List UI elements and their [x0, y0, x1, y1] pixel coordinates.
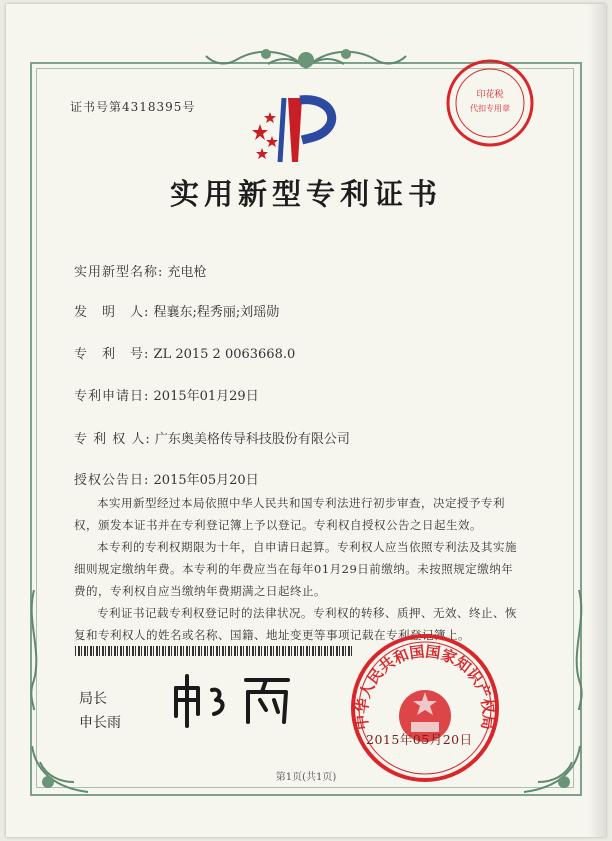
issue-date: 2015年05月20日: [366, 732, 473, 747]
field-value: 2015年05月20日: [153, 473, 259, 488]
field-value: 充电枪: [167, 265, 207, 280]
right-side-ornament: [571, 590, 587, 710]
svg-text:代扣专用章: 代扣专用章: [470, 104, 510, 113]
field-label: 专利申请日:: [74, 389, 150, 404]
director-name: 申长雨: [79, 715, 121, 731]
paragraph-term: 本专利的专利权期限为十年，自申请日起算。专利权人应当依照专利法及其实施细则规定缴纳年费。本专利的年费应当在每年01月29日前缴纳。未按照规定缴纳年费的，专利权自应当缴纳年费期满之日起终止。: [74, 540, 517, 598]
patent-office-logo: [240, 90, 350, 168]
field-value: ZL 2015 2 0063668.0: [153, 347, 296, 362]
svg-text:印花税: 印花税: [476, 90, 504, 100]
certificate-number: 证书号第4318395号: [70, 100, 196, 114]
field-value: 程襄东;程秀丽;刘瑶勋: [153, 305, 280, 320]
paragraph-legal-status: 专利证书记载专利权登记时的法律状况。专利权的转移、质押、无效、终止、恢复和专利权人的姓名或名称、国籍、地址变更等事项记载在专利登记簿上。: [74, 606, 517, 642]
field-value: 广东奥美格传导科技股份有限公司: [154, 432, 350, 447]
director-signature: [168, 670, 308, 730]
page-fold-shadow: [588, 4, 606, 837]
field-label: 专 利 号:: [74, 347, 150, 362]
tax-stamp: [444, 57, 536, 149]
field-grant-date: [74, 469, 259, 488]
paragraph-grant: 本实用新型经过本局依照中华人民共和国专利法进行初步审查，决定授予专利权，颁发本证书并在专利登记簿上予以登记。专利权自授权公告之日起生效。: [74, 496, 505, 532]
field-patent-number: [74, 343, 295, 362]
barcode: [75, 646, 353, 656]
field-utility-model-name: [74, 261, 207, 280]
field-label: 实用新型名称:: [74, 265, 164, 280]
field-label: 专 利 权 人:: [74, 432, 151, 447]
field-value: 2015年01月29日: [153, 389, 259, 404]
field-label: 授权公告日:: [74, 473, 150, 488]
director-title: 局长: [79, 691, 107, 707]
left-side-ornament: [26, 590, 42, 710]
page-number: 第1页(共1页): [275, 772, 337, 783]
field-label: 发 明 人:: [74, 305, 150, 320]
seal-text: 中华人民共和国国家知识产权局: [352, 642, 498, 731]
field-patentee: [74, 428, 350, 447]
top-ornament: [196, 38, 416, 78]
official-seal: [347, 630, 503, 786]
field-application-date: [74, 385, 259, 404]
certificate-body: [74, 492, 524, 646]
field-inventors: [74, 301, 279, 320]
page-title: 实用新型专利证书: [169, 177, 442, 211]
